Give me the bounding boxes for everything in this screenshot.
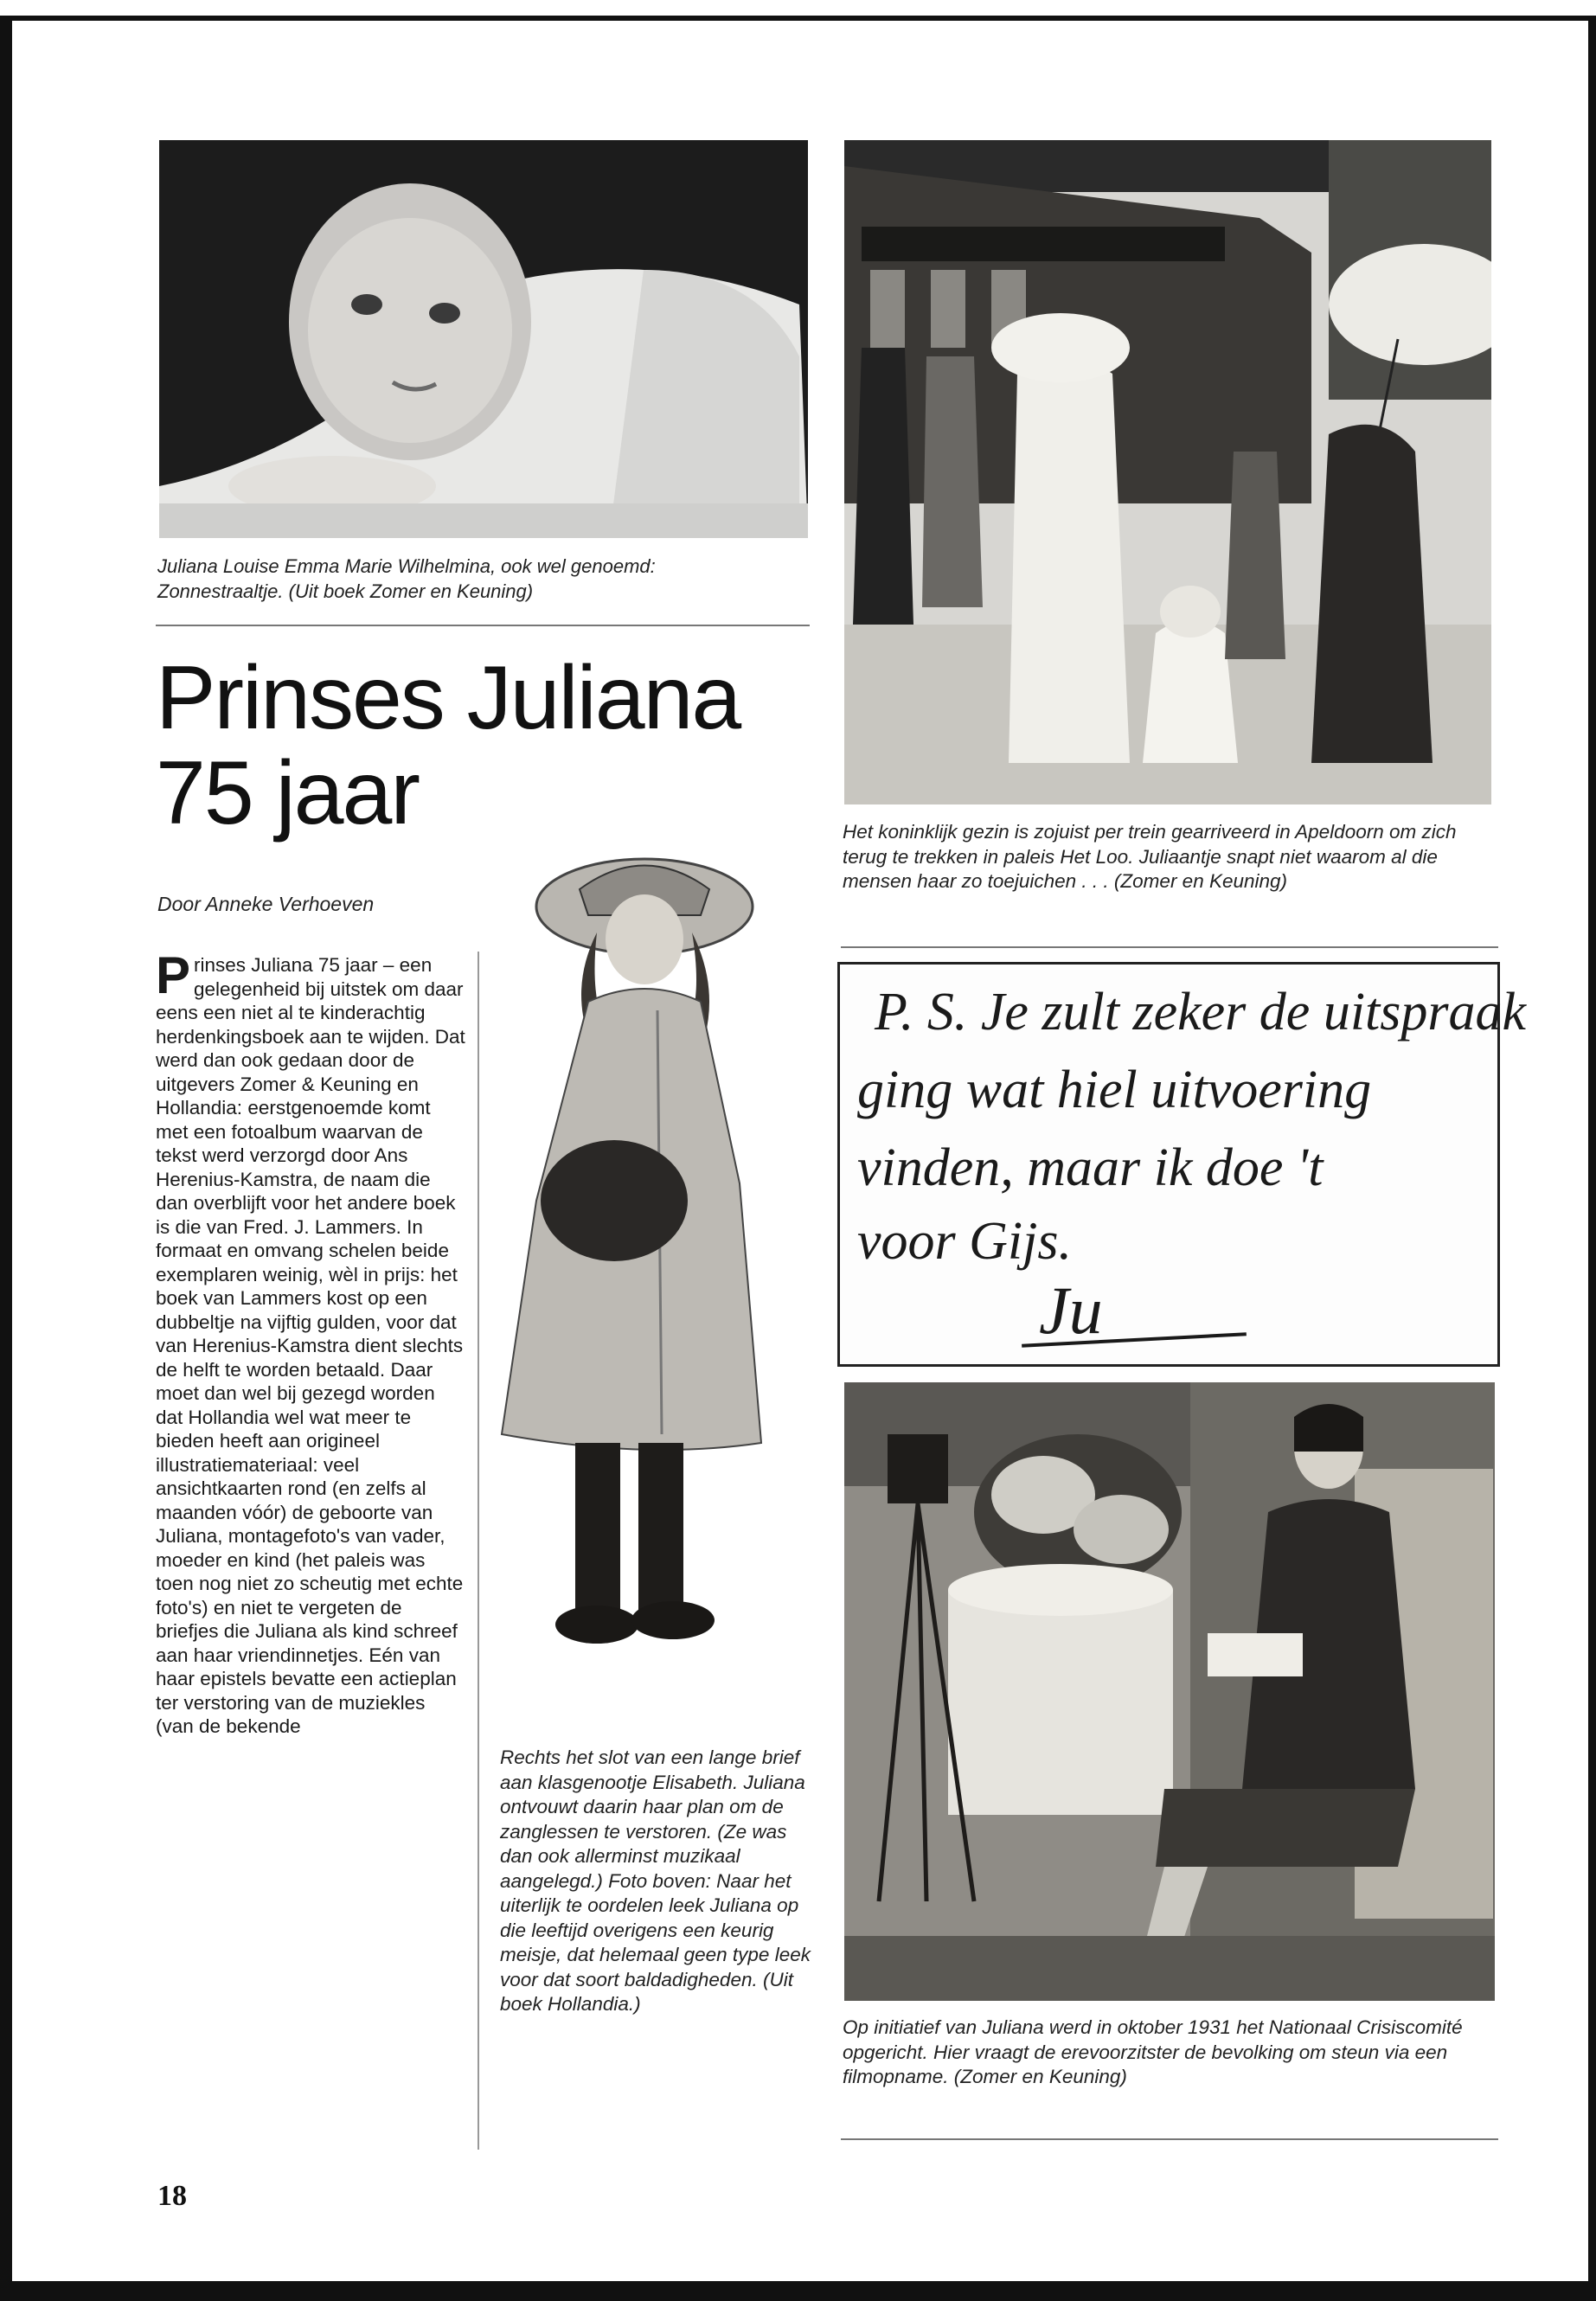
article-title-line-1: Prinses Juliana — [156, 648, 740, 748]
train-photo-caption: Het koninklijk gezin is zojuist per trein gearriveerd in Apeldoorn om zich terug te trekken in paleis Het Loo. Juliaantje snapt niet waarom al die mensen haar zo toejuichen . . . (Zomer en Keuning) — [843, 821, 1457, 892]
crisis-committee-photo — [844, 1382, 1495, 2001]
girl-photo — [484, 837, 779, 1668]
train-photo — [844, 140, 1491, 804]
caption-divider — [156, 625, 810, 626]
article-body — [156, 946, 467, 1739]
girl-photo-caption: Rechts het slot van een lange brief aan klasgenootje Elisabeth. Juliana ontvouwt daarin haar plan om de zanglessen te verstoren. (Ze was dan ook allerminst muzikaal aangelegd.) Foto boven: Naar het uiterlijk te oordelen leek Juliana op die leeftijd overigens een keurig meisje, dat helemaal geen type leek voor dat soort baldadigheden. (Uit boek Hollandia.) — [500, 1747, 811, 2015]
letter-line-1: P. S. Je zult zeker de uitspraak — [875, 983, 1527, 1042]
caption-divider-crisis — [841, 2138, 1498, 2140]
letter-line-2: ging wat hiel uitvoering — [857, 1061, 1372, 1119]
letter-line-3: vinden, maar ik doe 't — [857, 1138, 1324, 1197]
drop-cap: P — [156, 946, 191, 1004]
page-frame-bottom — [0, 2281, 1596, 2301]
page-frame-right — [1588, 16, 1596, 2301]
page-frame-top — [0, 16, 1596, 21]
article-body-text: rinses Juliana 75 jaar – een gelegenheid bij uitstek om daar eens een niet al te kinderachtig herdenkingsboek aan te wijden. Dat werd dan ook gedaan door de uitgevers Zomer & Keuning en Hollandia: eerstgenoemde komt met een fotoalbum waarvan de tekst werd verzorgd door Ans Herenius-Kamstra, de naam die dan overblijft voor het andere boek is die van Fred. J. Lammers. In formaat en omvang schelen beide exemplaren weinig, wèl in prijs: het boek van Lammers kost op een dubbeltje na vijftig gulden, voor dat van Herenius-Kamstra dient slechts de helft te worden betaald. Daar moet dan wel bij gezegd worden dat Hollandia wel wat meer te bieden heeft aan origineel illustratiemateriaal: veel ansichtkaarten rond (en zelfs al maanden vóór) de geboorte van Juliana, montagefoto's van vader, moeder en kind (het paleis was toen nog niet zo scheutig met echte foto's) en niet te vergeten de briefjes die Juliana als kind schreef aan haar vriendinnetjes. Eén van haar epistels bevatte een actieplan ter verstoring van de muziekles (van de bekende — [156, 954, 465, 1737]
article-byline: Door Anneke Verhoeven — [157, 893, 375, 915]
article-title — [156, 648, 813, 843]
handwritten-letter — [837, 962, 1527, 1367]
letter-line-4: voor Gijs. — [857, 1212, 1072, 1271]
article-title-line-2: 75 jaar — [156, 743, 419, 843]
page-number: 18 — [157, 2180, 187, 2212]
caption-divider-train — [841, 946, 1498, 948]
column-divider — [478, 952, 479, 2150]
crisis-photo-caption: Op initiatief van Juliana werd in oktober 1931 het Nationaal Crisiscomité opgericht. Hier vraagt de erevoorzitster de bevolking om steun via een filmopname. (Zomer en Keuning) — [843, 2016, 1463, 2087]
baby-photo — [159, 140, 808, 538]
baby-photo-caption: Juliana Louise Emma Marie Wilhelmina, ook wel genoemd: Zonnestraaltje. (Uit boek Zomer en Keuning) — [157, 555, 656, 602]
letter-signature: Ju — [1039, 1272, 1103, 1348]
page-frame-left — [0, 16, 12, 2301]
